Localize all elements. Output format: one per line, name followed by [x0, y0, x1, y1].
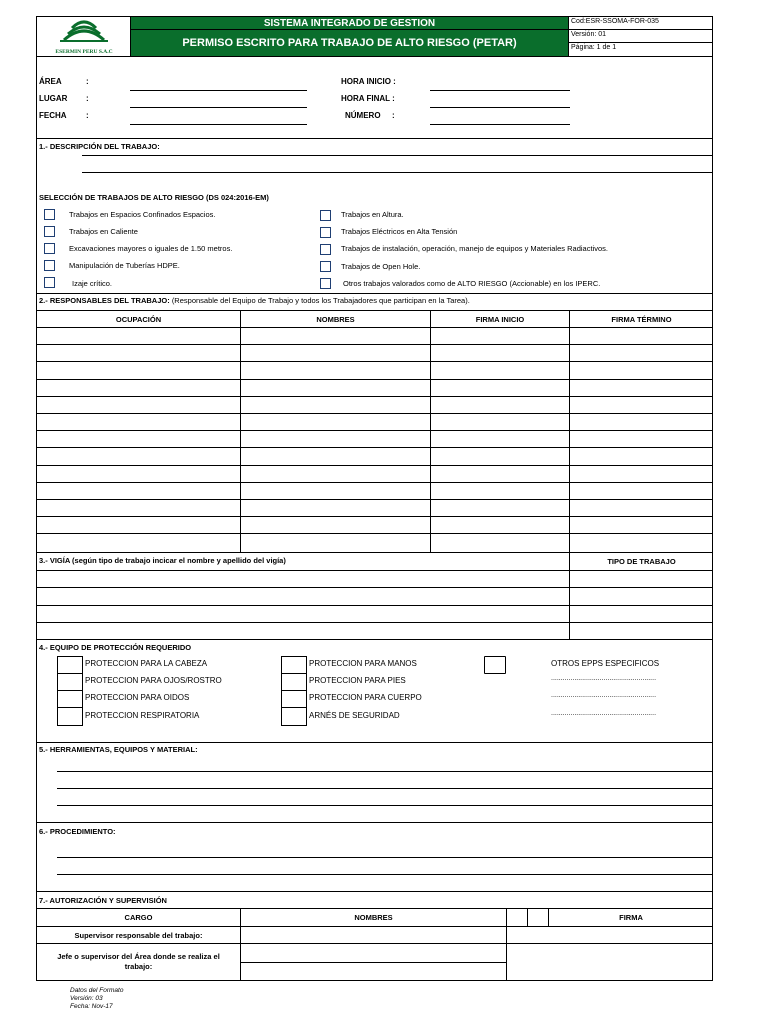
- table-row[interactable]: [36, 533, 713, 534]
- numero-colon: :: [392, 111, 395, 120]
- item-excavaciones: Excavaciones mayores o iguales de 1.50 metros.: [69, 244, 233, 253]
- tipo-trabajo-header: TIPO DE TRABAJO: [607, 557, 676, 566]
- form-version: Versión: 01: [571, 31, 607, 38]
- section2-title: 2.- RESPONSABLES DEL TRABAJO:: [39, 296, 170, 305]
- herramientas-line-3[interactable]: [57, 805, 713, 806]
- epp-arnes: ARNÉS DE SEGURIDAD: [309, 711, 400, 720]
- table-row[interactable]: [36, 465, 713, 466]
- table-row[interactable]: [36, 361, 713, 362]
- section6-title: 6.- PROCEDIMIENTO:: [39, 827, 116, 836]
- lugar-field[interactable]: [130, 107, 307, 108]
- section3-title: 3.- VIGÍA (según tipo de trabajo incicar el nombre y apellido del vigía): [39, 556, 286, 565]
- area-field[interactable]: [130, 90, 307, 91]
- epp-cabeza: PROTECCION PARA LA CABEZA: [85, 659, 208, 668]
- form-title: PERMISO ESCRITO PARA TRABAJO DE ALTO RIESGO (PETAR): [131, 30, 568, 56]
- section7-title: 7.- AUTORIZACIÓN Y SUPERVISIÓN: [39, 896, 167, 905]
- section4-title: 4.- EQUIPO DE PROTECCIÓN REQUERIDO: [39, 643, 192, 652]
- col-firma: FIRMA: [619, 913, 643, 922]
- checkbox-otros-trabajos[interactable]: [320, 278, 331, 289]
- item-altura: Trabajos en Altura.: [341, 210, 404, 219]
- item-electricos: Trabajos Eléctricos en Alta Tensión: [341, 227, 458, 236]
- area-label: ÁREA: [39, 77, 62, 86]
- table-row[interactable]: [36, 447, 713, 448]
- company-name: ESERMIN PERU S.A.C: [55, 49, 113, 55]
- hora-final-field[interactable]: [430, 107, 570, 108]
- selection-title: SELECCIÓN DE TRABAJOS DE ALTO RIESGO (DS 024:2016-EM): [39, 193, 269, 202]
- table-row[interactable]: [36, 570, 713, 571]
- epp-boxes-col2[interactable]: [281, 656, 307, 726]
- section2-subtitle: (Responsable del Equipo de Trabajo y todos los Trabajadores que participan en la Tarea).: [171, 296, 470, 305]
- company-logo: [42, 20, 126, 54]
- procedimiento-line-1[interactable]: [57, 857, 713, 858]
- lugar-label: LUGAR: [39, 94, 68, 103]
- item-tuberias: Manipulación de Tuberías HDPE.: [69, 261, 180, 270]
- system-title: SISTEMA INTEGRADO DE GESTION: [131, 17, 568, 29]
- table-row[interactable]: [36, 430, 713, 431]
- area-colon: :: [86, 77, 89, 86]
- checkbox-espacios-confinados[interactable]: [44, 209, 55, 220]
- epp-boxes-col1[interactable]: [57, 656, 83, 726]
- table-row[interactable]: [36, 622, 713, 623]
- hora-inicio-field[interactable]: [430, 90, 570, 91]
- checkbox-izaje[interactable]: [44, 277, 55, 288]
- footer-version: Versión: 03: [70, 995, 103, 1002]
- epp-otros-line-1[interactable]: ......................................................: [551, 675, 657, 682]
- checkbox-excavaciones[interactable]: [44, 243, 55, 254]
- col-cargo: CARGO: [124, 913, 153, 922]
- epp-otros-line-2[interactable]: ......................................................: [551, 692, 657, 699]
- table-row[interactable]: [36, 605, 713, 606]
- epp-otros-label: OTROS EPPS ESPECIFICOS: [551, 659, 660, 668]
- item-espacios-confinados: Trabajos en Espacios Confinados Espacios.: [69, 210, 216, 219]
- section5-title: 5.- HERRAMIENTAS, EQUIPOS Y MATERIAL:: [39, 745, 198, 754]
- checkbox-altura[interactable]: [320, 210, 331, 221]
- herramientas-line-2[interactable]: [57, 788, 713, 789]
- numero-label: NÚMERO: [345, 111, 381, 120]
- table-row[interactable]: [36, 413, 713, 414]
- item-izaje: Izaje crítico.: [72, 279, 113, 288]
- table-row[interactable]: [36, 327, 713, 328]
- col-firma-inicio: FIRMA INICIO: [475, 314, 525, 324]
- hora-final-label: HORA FINAL :: [341, 94, 395, 103]
- row-jefe: Jefe o supervisor del Área donde se realiza el trabajo:: [57, 952, 220, 971]
- col-firma-termino: FIRMA TÉRMINO: [611, 314, 672, 324]
- checkbox-caliente[interactable]: [44, 226, 55, 237]
- checkbox-otros-epps[interactable]: [484, 656, 506, 674]
- footer-info: [70, 987, 123, 1011]
- footer-fecha: Fecha: Nov-17: [70, 1003, 113, 1010]
- fecha-field[interactable]: [130, 124, 307, 125]
- item-caliente: Trabajos en Caliente: [69, 227, 138, 236]
- lugar-colon: :: [86, 94, 89, 103]
- form-page: Página: 1 de 1: [571, 44, 617, 51]
- epp-pies: PROTECCION PARA PIES: [309, 676, 406, 685]
- checkbox-electricos[interactable]: [320, 227, 331, 238]
- logo-icon: [42, 20, 126, 44]
- col-nombres-auth: NOMBRES: [354, 913, 393, 922]
- checkbox-open-hole[interactable]: [320, 261, 331, 272]
- form-code: Cod:ESR-SSOMA-FOR-035: [571, 18, 659, 25]
- epp-oidos: PROTECCION PARA OIDOS: [85, 693, 190, 702]
- footer-datos: Datos del Formato: [70, 987, 124, 994]
- item-open-hole: Trabajos de Open Hole.: [341, 262, 421, 271]
- checkbox-radiactivos[interactable]: [320, 244, 331, 255]
- procedimiento-line-2[interactable]: [57, 874, 713, 875]
- row-supervisor: Supervisor responsable del trabajo:: [74, 930, 203, 940]
- col-nombres: NOMBRES: [316, 314, 355, 324]
- fecha-label: FECHA: [39, 111, 67, 120]
- section2-heading: [39, 296, 470, 305]
- epp-ojos: PROTECCION PARA OJOS/ROSTRO: [85, 676, 222, 685]
- section1-title: 1.- DESCRIPCIÓN DEL TRABAJO:: [39, 142, 160, 151]
- item-radiactivos: Trabajos de instalación, operación, manejo de equipos y Materiales Radiactivos.: [341, 244, 608, 253]
- epp-manos: PROTECCION PARA MANOS: [309, 659, 417, 668]
- herramientas-line-1[interactable]: [57, 771, 713, 772]
- table-row[interactable]: [36, 396, 713, 397]
- table-row[interactable]: [36, 499, 713, 500]
- epp-cuerpo: PROTECCION PARA CUERPO: [309, 693, 422, 702]
- col-ocupacion: OCUPACIÓN: [115, 314, 162, 324]
- table-row[interactable]: [36, 482, 713, 483]
- numero-field[interactable]: [430, 124, 570, 125]
- epp-otros-line-3[interactable]: ......................................................: [551, 710, 657, 717]
- epp-respiratoria: PROTECCION RESPIRATORIA: [85, 711, 200, 720]
- table-row[interactable]: [36, 587, 713, 588]
- table-row[interactable]: [36, 516, 713, 517]
- item-otros-trabajos: Otros trabajos valorados como de ALTO RIESGO (Accionable) en los IPERC.: [343, 279, 601, 288]
- checkbox-tuberias[interactable]: [44, 260, 55, 271]
- table-row[interactable]: [36, 344, 713, 345]
- hora-inicio-label: HORA INICIO :: [341, 77, 396, 86]
- fecha-colon: :: [86, 111, 89, 120]
- table-row[interactable]: [36, 379, 713, 380]
